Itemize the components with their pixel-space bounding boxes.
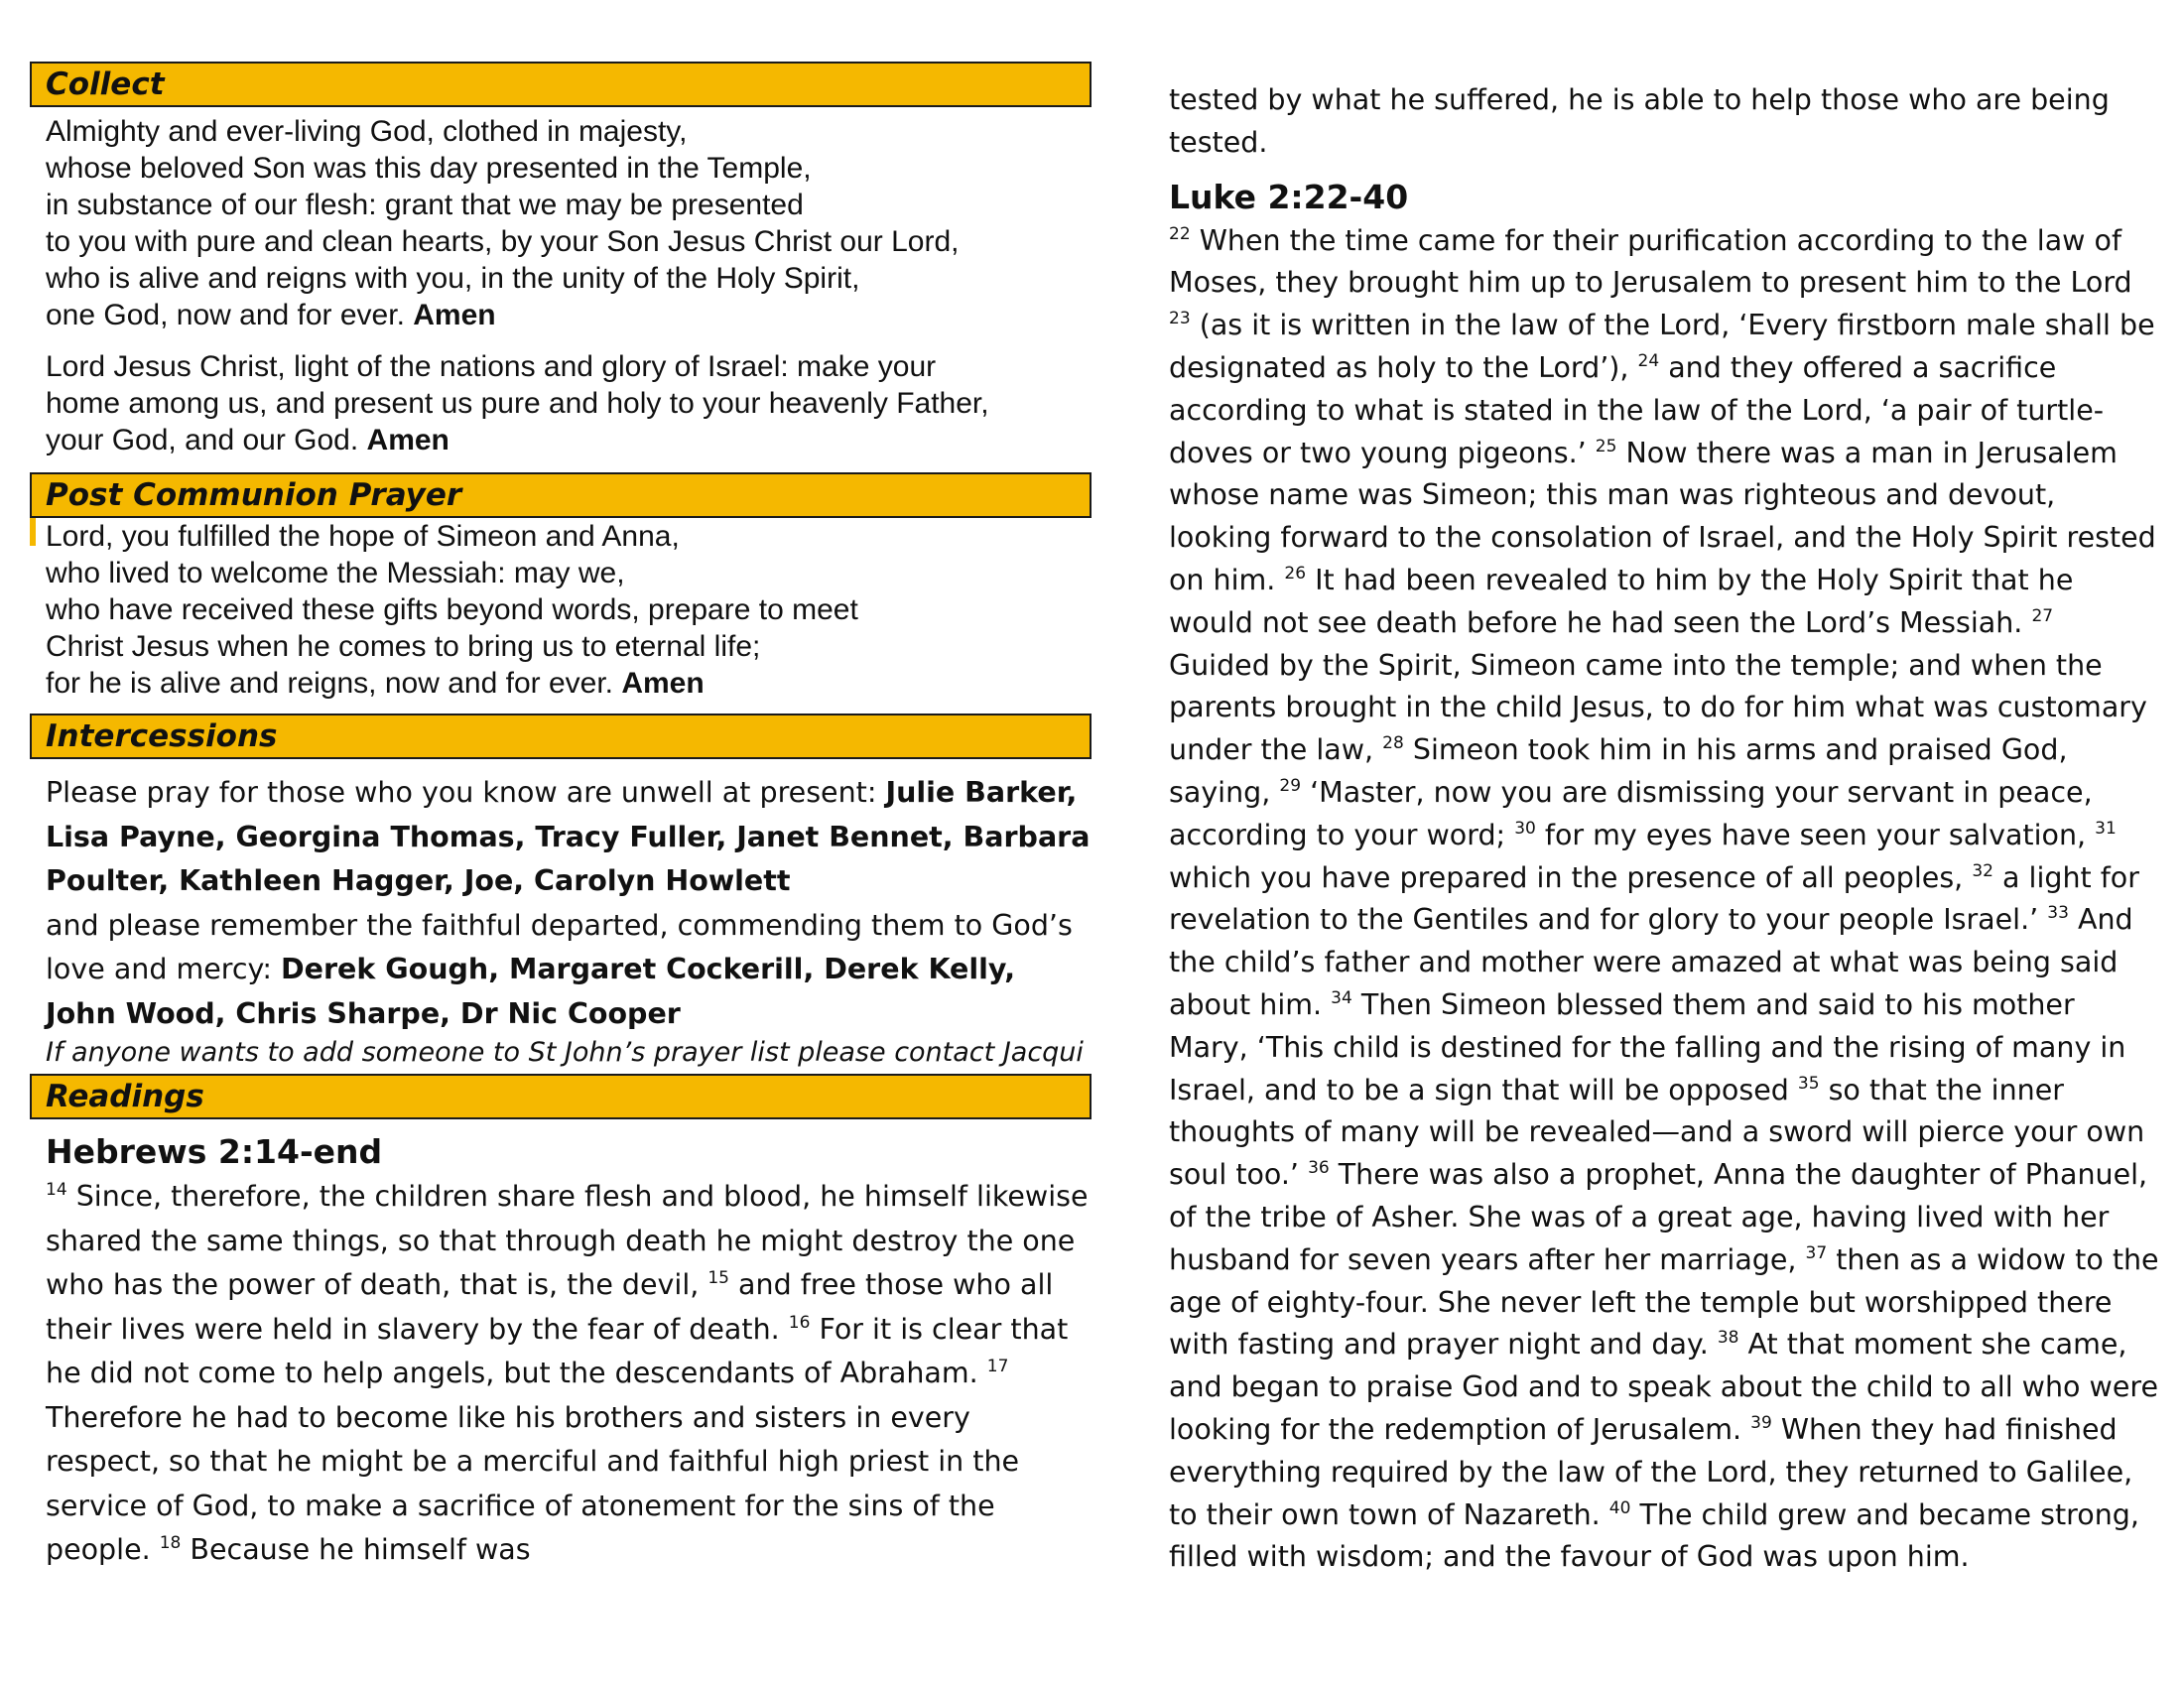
- verse-number: 24: [1637, 350, 1660, 371]
- collect-line: Almighty and ever-living God, clothed in majesty,: [46, 115, 688, 148]
- prayer-line: Lord, you fulfilled the hope of Simeon and Anna,: [46, 520, 680, 553]
- collect-heading: Collect: [30, 62, 1092, 107]
- verse-number: 16: [788, 1312, 811, 1333]
- luke-text: $^{22}$ When the time came for their purification according to the law of Moses, they brought him up to Jerusalem to present him to the Lord $^{23}$ (as it is written in the law of the Lord, ‘Every firstborn male shall be designated as holy to the Lord’), $^{24}$ and they offered a sacrifice according to what is stated in the law of the Lord, ‘a pair of turtle-doves or two young pigeons.’ $^{25}$ Now there was a man in Jerusalem whose name was Simeon; this man was righteous and devout, looking forward to the consolation of Israel, and the Holy Spirit rested on him. $^{26}$ It had been revealed to him by the Holy Spirit that he would not see death before he had seen the Lord’s Messiah. $^{27}$ Guided by the Spirit, Simeon came into the temple; and when the parents brought in the child Jesus, to do for him what was customary under the law, $^{28}$ Simeon took him in his arms and praised God, saying, $^{29}$ ‘Master, now you are dismissing your servant in peace, according to your word; $^{30}$ for my eyes have seen your salvation, $^{31}$ which you have prepared in the presence of all peoples, $^{32}$ a light for revelation to the Gentiles and for glory to your people Israel.’ $^{33}$ And the child’s father and mother were amazed at what was being said about him. $^{34}$ Then Simeon blessed them and said to his mother Mary, ‘This child is destined for the falling and the rising of many in Israel, and to be a sign that will be opposed $^{35}$ so that the inner thoughts of many will be revealed—and a sword will pierce your own soul too.’ $^{36}$ There was also a prophet, Anna the daughter of Phanuel, of the tribe of Asher. She was of a great age, having lived with her husband for seven years after her marriage, $^{37}$ then as a widow to the age of eighty-four. She never left the temple but worshipped there with fasting and prayer night and day. $^{38}$ At that moment she came, and began to praise God and to speak about the child to all who were looking for the redemption of Jerusalem. $^{39}$ When they had finished everything required by the law of the Lord, they returned to Galilee, to their own town of Nazareth. $^{40}$ The child grew and became strong, filled with wisdom; and the favour of God was upon him.: [1169, 223, 2159, 1574]
- verse-number: 40: [1608, 1497, 1631, 1518]
- collect-line: who is alive and reigns with you, in the unity of the Holy Spirit,: [46, 262, 860, 295]
- hebrews-reading: [30, 1129, 1092, 1573]
- departed-list: and please remember the faithful departed, commending them to God’s love and mercy: Derek Gough, Margaret Cockerill, Derek Kelly, John Wood, Chris Sharpe, Dr Nic Cooper: [46, 908, 1073, 1030]
- verse-number: 30: [1514, 818, 1536, 839]
- verse-number: 39: [1750, 1412, 1772, 1433]
- verse-number: 17: [986, 1357, 1009, 1376]
- intercessions-heading: Intercessions: [30, 714, 1092, 759]
- luke-reference: Luke 2:22-40: [1169, 177, 1409, 216]
- verse-number: 29: [1279, 775, 1302, 796]
- prayer-line: for he is alive and reigns, now and for ever. Amen: [46, 667, 705, 700]
- verse-number: 35: [1797, 1073, 1820, 1094]
- verse-number: 15: [707, 1268, 729, 1288]
- verse-number: 14: [46, 1180, 67, 1200]
- collect-line: Lord Jesus Christ, light of the nations and glory of Israel: make your: [46, 350, 937, 383]
- unwell-names: Julie Barker, Lisa Payne, Georgina Thomas, Tracy Fuller, Janet Bennet, Barbara Poulter, Kathleen Hagger, Joe, Carolyn Howlett: [46, 776, 1091, 897]
- amen: Amen: [366, 424, 450, 456]
- hebrews-text: $^{14}$ Since, therefore, the children share flesh and blood, he himself likewise shared the same things, so that through death he might destroy the one who has the power of death, that is, the devil, $^{15}$ and free those who all their lives were held in slavery by the fear of death. $^{16}$ For it is clear that he did not come to help angels, but the descendants of Abraham. $^{17}$ Therefore he had to become like his brothers and sisters in every respect, so that he might be a merciful and faithful high priest in the service of God, to make a sacrifice of atonement for the sins of the people. $^{18}$ Because he himself was: [46, 1180, 1089, 1566]
- prayer-line: who lived to welcome the Messiah: may we,: [46, 557, 625, 589]
- collect-line: one God, now and for ever. Amen: [46, 299, 496, 331]
- hebrews-continuation: [1169, 79, 2161, 165]
- verse-number: 27: [2031, 605, 2054, 626]
- verse-number: 38: [1717, 1328, 1739, 1349]
- post-communion-heading: Post Communion Prayer: [30, 472, 1092, 518]
- verse-number: 34: [1331, 987, 1352, 1008]
- luke-reading: [1169, 220, 2161, 1580]
- verse-number: 33: [2047, 903, 2069, 924]
- verse-number: 32: [1972, 860, 1993, 881]
- verse-number: 23: [1169, 309, 1191, 329]
- verse-number: 25: [1595, 436, 1617, 456]
- unwell-list: Please pray for those who you know are unwell at present: Julie Barker, Lisa Payne, Georgina Thomas, Tracy Fuller, Janet Bennet, Barbara Poulter, Kathleen Hagger, Joe, Carolyn Howlett: [46, 776, 1091, 897]
- collect-line: your God, and our God. Amen: [46, 424, 450, 456]
- collect-line: home among us, and present us pure and holy to your heavenly Father,: [46, 387, 989, 420]
- amen: Amen: [621, 667, 705, 700]
- verse-number: 18: [159, 1533, 182, 1553]
- left-column: [30, 62, 1092, 1573]
- intercessions-body: [30, 771, 1092, 1070]
- readings-heading: Readings: [30, 1074, 1092, 1119]
- prayer-line: Christ Jesus when he comes to bring us to eternal life;: [46, 630, 761, 663]
- verse-number: 36: [1308, 1158, 1330, 1179]
- verse-number: 22: [1169, 223, 1191, 244]
- verse-number: 28: [1382, 733, 1404, 754]
- right-column: [1169, 79, 2161, 1579]
- prayer-list-note: If anyone wants to add someone to St John’s prayer list please contact Jacqui: [46, 1037, 1084, 1068]
- verse-number: 37: [1805, 1242, 1828, 1263]
- post-communion-prayer: [30, 518, 1092, 702]
- hebrews-continuation-text: tested by what he suffered, he is able to help those who are being tested.: [1169, 83, 2110, 159]
- prayer-line: who have received these gifts beyond words, prepare to meet: [46, 593, 858, 626]
- collect-line: to you with pure and clean hearts, by your Son Jesus Christ our Lord,: [46, 225, 960, 258]
- departed-names: Derek Gough, Margaret Cockerill, Derek Kelly, John Wood, Chris Sharpe, Dr Nic Cooper: [46, 953, 1016, 1030]
- collect-line: whose beloved Son was this day presented in the Temple,: [46, 152, 812, 185]
- collect-prayer-1: [30, 113, 1092, 333]
- amen: Amen: [413, 299, 496, 331]
- verse-number: 31: [2095, 818, 2117, 839]
- verse-number: 26: [1284, 563, 1307, 584]
- collect-prayer-2: [30, 348, 1092, 458]
- collect-line: in substance of our flesh: grant that we may be presented: [46, 189, 804, 221]
- hebrews-reference: Hebrews 2:14-end: [46, 1132, 383, 1171]
